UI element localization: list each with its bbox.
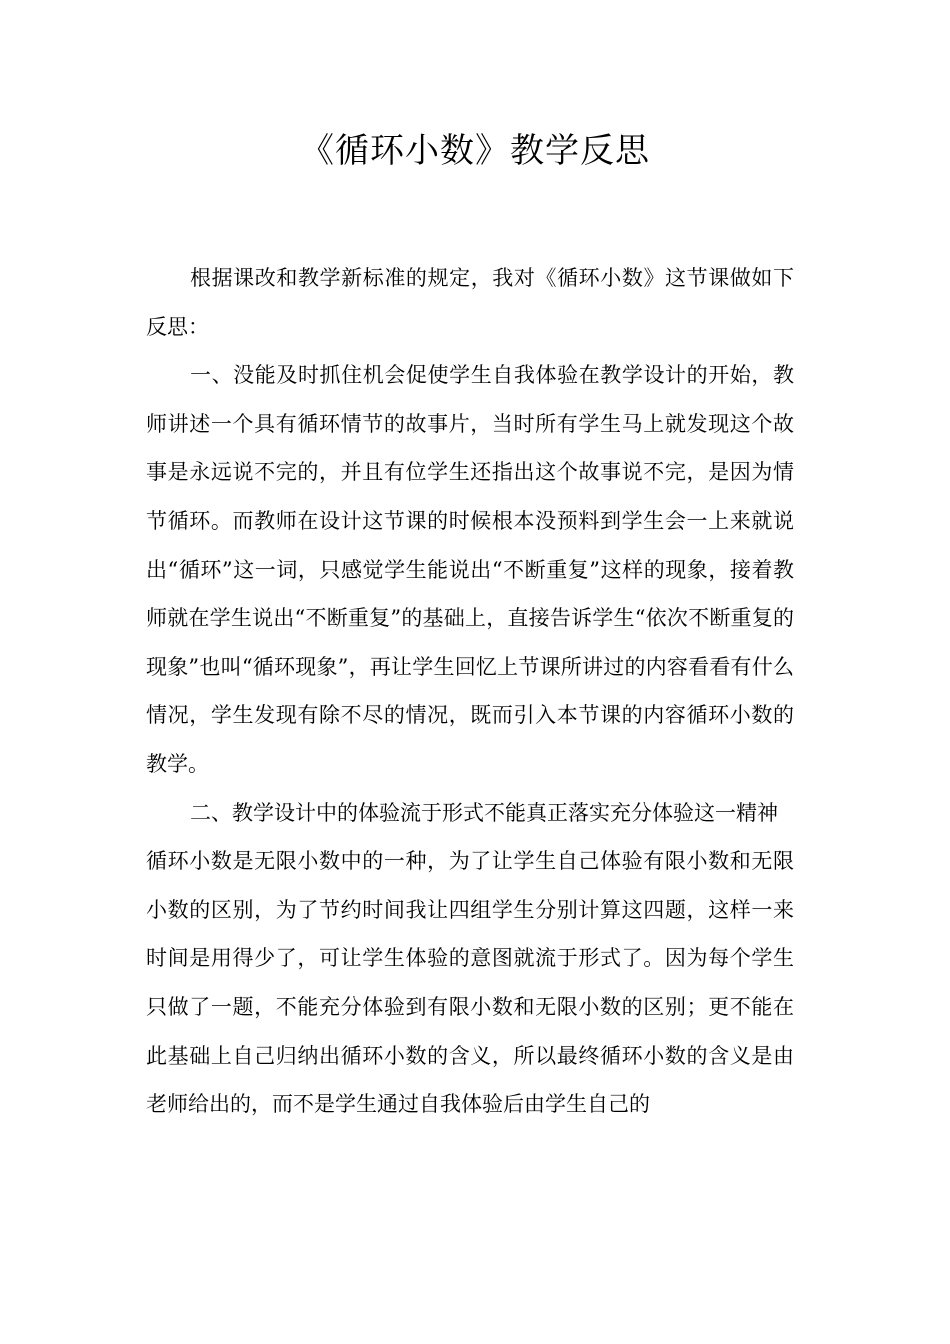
paragraph-point-one: 一、没能及时抓住机会促使学生自我体验在教学设计的开始，教师讲述一个具有循环情节的故事片，当时所有学生马上就发现这个故事是永远说不完的，并且有位学生还指出这个故事说不完，是因为情节循环。而教师在设计这节课的时候根本没预料到学生会一上来就说出“循环”这一词，只感觉学生能说出“不断重复”这样的现象，接着教师就在学生说出“不断重复”的基础上，直接告诉学生“依次不断重复的现象”也叫“循环现象”，再让学生回忆上节课所讲过的内容看看有什么情况，学生发现有除不尽的情况，既而引入本节课的内容循环小数的教学。: [146, 363, 794, 776]
paragraph-point-two-heading: 二、教学设计中的体验流于形式不能真正落实充分体验这一精神: [190, 800, 778, 825]
document-title: 《循环小数》教学反思: [300, 131, 650, 171]
paragraph-point-two-body: 循环小数是无限小数中的一种，为了让学生自己体验有限小数和无限小数的区别，为了节约时间我让四组学生分别计算这四题，这样一来时间是用得少了，可让学生体验的意图就流于形式了。因为每个学生只做了一题，不能充分体验到有限小数和无限小数的区别；更不能在此基础上自己归纳出循环小数的含义，所以最终循环小数的含义是由老师给出的，而不是学生通过自我体验后由学生自己的: [146, 849, 794, 1117]
document-body: [146, 254, 794, 1129]
paragraph-intro: 根据课改和教学新标准的规定，我对《循环小数》这节课做如下反思：: [146, 266, 794, 339]
